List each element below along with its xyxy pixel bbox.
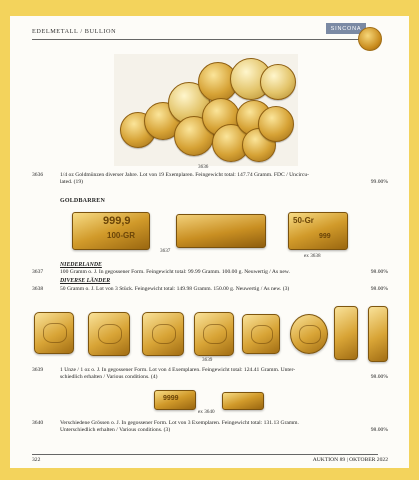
cast-bar-1 [34,312,74,354]
lot-number-3638: 3638 [32,286,44,292]
country-diverse: DIVERSE LÄNDER [60,278,111,284]
cast-bar-8 [368,306,388,362]
cast-bar-4 [194,312,234,356]
bar-100g: 999,9 100-GR [72,212,150,250]
lot-description-3639-cont: schiedlich erhalten / Various conditions. (4) [60,374,158,380]
bar-3640-a: 9999 [154,390,196,410]
brand-logo: SINCONA [326,23,366,34]
bar-3640-b [222,392,264,410]
cast-bar-7 [334,306,358,360]
lot-3640-caption: ex 3640 [198,409,215,415]
bars-caption-3637: 3637 [160,248,171,254]
goldbarren-heading: GOLDBARREN [60,198,106,204]
lot-description-cont: lated. (19) [60,179,83,185]
lot-description-3640-cont: Unterschiedlich erhalten / Various conditions. (3) [60,427,171,433]
auction-info: AUKTION 89 | OKTOBER 2022 [312,457,388,463]
brand-coin-icon [358,27,382,51]
lot-description-3640: Verschiedene Grössen o. J. In gegossener Form. Lot von 3 Exemplaren. Feingewicht total: 131.13 Gramm. [60,420,299,426]
lot-number-3639: 3639 [32,367,44,373]
section-title: EDELMETALL / BULLION [32,28,117,35]
country-niederlande: NIEDERLANDE [60,262,102,268]
lot-percentage-3638: 98.00% [370,286,388,292]
cast-bar-6 [290,314,328,354]
lot-description-3638: 50 Gramm o. J. Lot von 3 Stück. Feingewicht total: 149.98 Gramm. 150.00 g. Neuwertig / As new. (3) [60,286,290,292]
page-number: 322 [32,457,41,463]
lot-3639-caption: 3639 [202,357,213,363]
bar-50g: 50-Gr 999 [288,212,348,250]
lot-percentage-3637: 98.00% [370,269,388,275]
catalog-page [10,16,409,468]
lot-number: 3636 [32,172,44,178]
lot-3636-photo [114,54,298,166]
cast-bar-5 [242,314,280,354]
bars-caption-3638: ex 3638 [304,253,321,259]
lot-number-3640: 3640 [32,420,44,426]
lot-percentage-3640: 98.00% [370,427,388,433]
footer-rule [32,454,378,455]
cast-bar-2 [88,312,130,356]
lot-description-3637: 100 Gramm o. J. In gegossener Form. Feingewicht total: 99.99 Gramm. 100.00 g. Neuwertig / As new. [60,269,290,275]
lot-percentage: 99.00% [370,179,388,185]
lot-number-3637: 3637 [32,269,44,275]
cast-bar-3 [142,312,184,356]
lot-description: 1/4 oz Goldmünzen diverser Jahre. Lot von 19 Exemplaren. Feingewicht total: 147.74 Gramm. FDC / Uncircu- [60,172,310,178]
lot-description-3639: 1 Unze / 1 oz o. J. In gegossener Form. Lot von 4 Exemplaren. Feingewicht total: 124.41 Gramm. Unter- [60,367,296,373]
header-rule [32,39,378,40]
lot-3636-caption: 3636 [198,164,209,170]
lot-percentage-3639: 98.00% [370,374,388,380]
bar-flat [176,214,266,248]
